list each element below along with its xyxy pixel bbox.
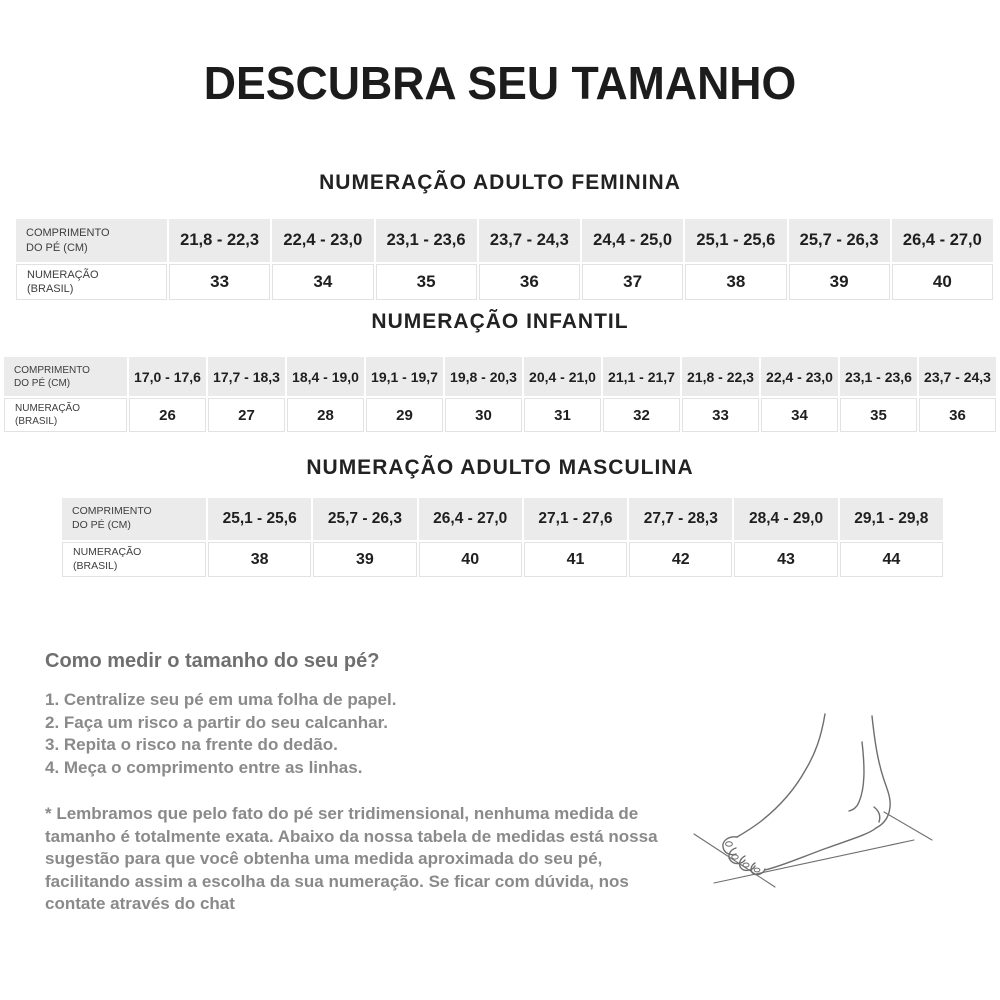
foot-length-range: 17,7 - 18,3 — [208, 357, 285, 396]
row-label-foot-length: COMPRIMENTO DO PÉ (CM) — [4, 357, 127, 396]
foot-length-range: 25,7 - 26,3 — [313, 498, 416, 540]
shoe-size-value: 35 — [840, 398, 917, 432]
foot-length-range: 25,1 - 25,6 — [685, 219, 786, 262]
foot-length-range: 18,4 - 19,0 — [287, 357, 364, 396]
foot-length-range: 22,4 - 23,0 — [761, 357, 838, 396]
shoe-size-value: 36 — [479, 264, 580, 300]
shoe-size-value: 33 — [682, 398, 759, 432]
shoe-size-value: 39 — [313, 542, 416, 577]
shoe-size-value: 38 — [208, 542, 311, 577]
foot-length-range: 25,1 - 25,6 — [208, 498, 311, 540]
shoe-size-value: 34 — [272, 264, 373, 300]
size-table-adulto-masculina — [60, 496, 945, 579]
measurement-disclaimer: * Lembramos que pelo fato do pé ser tridimensional, nenhuma medida de tamanho é totalmente exata. Abaixo da nossa tabela de medidas está nossa sugestão para que você obtenha uma medida aproximada do seu pé, facilitando assim a escolha da sua numeração. Se ficar com dúvida, nos contate através do chat — [45, 804, 658, 913]
shoe-size-value: 44 — [840, 542, 943, 577]
foot-length-range: 19,8 - 20,3 — [445, 357, 522, 396]
foot-length-range: 29,1 - 29,8 — [840, 498, 943, 540]
foot-back-contour — [872, 716, 890, 828]
shoe-size-value: 28 — [287, 398, 364, 432]
foot-length-range: 23,1 - 23,6 — [376, 219, 477, 262]
size-table-adulto-feminina — [14, 217, 995, 302]
foot-length-range: 26,4 - 27,0 — [892, 219, 993, 262]
foot-length-range: 22,4 - 23,0 — [272, 219, 373, 262]
shoe-size-value: 39 — [789, 264, 890, 300]
shoe-size-value: 38 — [685, 264, 786, 300]
shoe-size-value: 36 — [919, 398, 996, 432]
foot-length-range: 21,8 - 22,3 — [169, 219, 270, 262]
row-label-size-brazil: NUMERAÇÃO (BRASIL) — [62, 542, 206, 577]
shoe-size-value: 42 — [629, 542, 732, 577]
shoe-size-value: 37 — [582, 264, 683, 300]
foot-ankle-curve — [874, 807, 880, 822]
shoe-size-value: 32 — [603, 398, 680, 432]
foot-length-range: 28,4 - 29,0 — [734, 498, 837, 540]
foot-length-range: 25,7 - 26,3 — [789, 219, 890, 262]
shoe-size-value: 40 — [419, 542, 522, 577]
foot-toenail-4 — [754, 868, 760, 872]
row-label-size-brazil: NUMERAÇÃO (BRASIL) — [16, 264, 167, 300]
shoe-size-value: 34 — [761, 398, 838, 432]
foot-length-range: 17,0 - 17,6 — [129, 357, 206, 396]
shoe-size-value: 33 — [169, 264, 270, 300]
foot-length-range: 23,1 - 23,6 — [840, 357, 917, 396]
foot-length-range: 19,1 - 19,7 — [366, 357, 443, 396]
foot-length-range: 21,1 - 21,7 — [603, 357, 680, 396]
row-label-foot-length: COMPRIMENTO DO PÉ (CM) — [62, 498, 206, 540]
foot-measurement-illustration — [678, 676, 1000, 920]
shoe-size-value: 40 — [892, 264, 993, 300]
how-to-step-3: 3. Repita o risco na frente do dedão. — [45, 735, 338, 754]
foot-toenail-1 — [726, 842, 733, 846]
how-to-step-2: 2. Faça um risco a partir do seu calcanhar. — [45, 712, 388, 732]
how-to-step-1: 1. Centralize seu pé em uma folha de papel. — [45, 690, 397, 709]
foot-toenail-2 — [732, 855, 738, 859]
foot-length-range: 26,4 - 27,0 — [419, 498, 522, 540]
heel-measure-line — [884, 812, 932, 840]
foot-length-range: 21,8 - 22,3 — [682, 357, 759, 396]
shoe-size-value: 30 — [445, 398, 522, 432]
shoe-size-value: 26 — [129, 398, 206, 432]
section-title-infantil: NUMERAÇÃO INFANTIL — [371, 310, 629, 333]
foot-sole-contour — [765, 828, 876, 870]
foot-length-range: 23,7 - 24,3 — [479, 219, 580, 262]
row-label-size-brazil: NUMERAÇÃO (BRASIL) — [4, 398, 127, 432]
foot-achilles-line — [849, 742, 864, 811]
how-to-measure-section — [45, 650, 663, 916]
foot-length-range: 27,7 - 28,3 — [629, 498, 732, 540]
shoe-size-value: 29 — [366, 398, 443, 432]
foot-length-range: 23,7 - 24,3 — [919, 357, 996, 396]
shoe-size-value: 31 — [524, 398, 601, 432]
row-label-foot-length: COMPRIMENTO DO PÉ (CM) — [16, 219, 167, 262]
how-to-step-4: 4. Meça o comprimento entre as linhas. — [45, 757, 363, 777]
foot-length-range: 20,4 - 21,0 — [524, 357, 601, 396]
shoe-size-value: 43 — [734, 542, 837, 577]
foot-front-contour — [737, 714, 825, 837]
shoe-size-value: 35 — [376, 264, 477, 300]
page-title: DESCUBRA SEU TAMANHO — [203, 57, 797, 109]
section-title-adulto-masculina: NUMERAÇÃO ADULTO MASCULINA — [306, 456, 694, 479]
how-to-heading: Como medir o tamanho do seu pé? — [45, 650, 380, 672]
size-table-infantil — [2, 355, 998, 434]
foot-length-range: 24,4 - 25,0 — [582, 219, 683, 262]
shoe-size-value: 27 — [208, 398, 285, 432]
section-title-adulto-feminina: NUMERAÇÃO ADULTO FEMININA — [319, 171, 681, 194]
shoe-size-value: 41 — [524, 542, 627, 577]
foot-length-range: 27,1 - 27,6 — [524, 498, 627, 540]
